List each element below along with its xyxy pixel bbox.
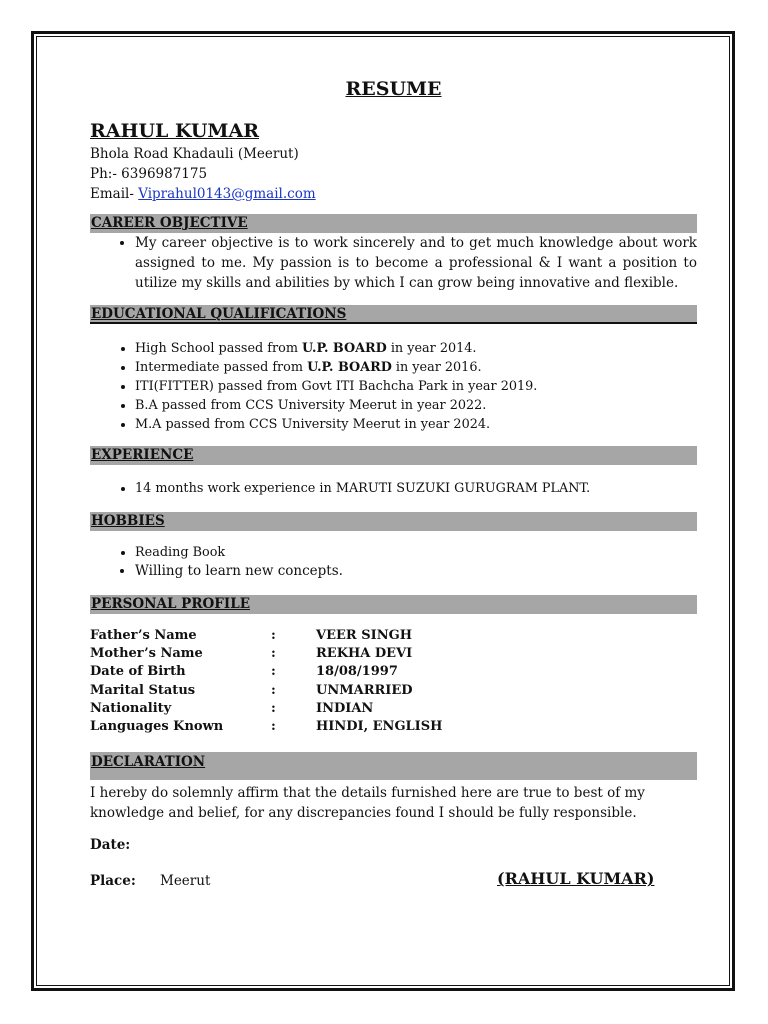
section-career-objective [90, 214, 697, 233]
list-item: • Intermediate passed from U.P. BOARD in year 2016. [135, 358, 697, 377]
signature-name: (RAHUL KUMAR) [497, 869, 655, 889]
email-line [90, 184, 697, 204]
personal-profile-table [90, 627, 697, 736]
profile-value: REKHA DEVI [316, 646, 413, 662]
profile-value: VEER SINGH [316, 628, 412, 643]
profile-value: UNMARRIED [316, 682, 413, 698]
education-list [90, 339, 697, 434]
section-hobbies [90, 512, 697, 531]
place-value: Meerut [160, 873, 211, 890]
list-item: • ITI(FITTER) passed from Govt ITI Bachcha Park in year 2019. [135, 377, 697, 396]
section-heading: EXPERIENCE [91, 447, 194, 463]
profile-separator: : [271, 682, 276, 698]
section-education [90, 305, 697, 324]
profile-row [90, 645, 697, 663]
list-item: • M.A passed from CCS University Meerut in year 2024. [135, 415, 697, 434]
profile-value: 18/08/1997 [316, 664, 398, 680]
section-heading: PERSONAL PROFILE [91, 596, 250, 612]
address: Bhola Road Khadauli (Meerut) [90, 146, 299, 162]
hobbies-list [90, 543, 697, 581]
profile-separator: : [271, 700, 276, 716]
profile-label: Mother’s Name [90, 646, 203, 662]
place-label: Place: [90, 873, 136, 890]
profile-separator: : [271, 718, 276, 734]
profile-row [90, 682, 697, 700]
profile-separator: : [271, 628, 276, 643]
candidate-name: RAHUL KUMAR [90, 120, 259, 142]
resume-content [90, 74, 697, 892]
section-heading: EDUCATIONAL QUALIFICATIONS [91, 306, 347, 322]
section-heading: CAREER OBJECTIVE [91, 215, 248, 231]
declaration-text: I hereby do solemnly affirm that the details furnished here are true to best of my knowledge and belief, for any discrepancies found I should be fully responsible. [90, 785, 645, 822]
profile-label: Nationality [90, 700, 172, 716]
date-label: Date: [90, 837, 131, 854]
profile-row [90, 627, 697, 645]
document-title: RESUME [345, 78, 442, 100]
list-item: • 14 months work experience in MARUTI SUZUKI GURUGRAM PLANT. [135, 479, 697, 498]
list-item: • High School passed from U.P. BOARD in year 2014. [135, 339, 697, 358]
profile-row [90, 663, 697, 681]
profile-value: INDIAN [316, 700, 374, 716]
profile-label: Father’s Name [90, 628, 197, 643]
experience-list [90, 479, 697, 498]
email-label: Email- [90, 186, 139, 202]
list-item: • Willing to learn new concepts. [135, 562, 697, 581]
profile-value: HINDI, ENGLISH [316, 718, 443, 734]
section-heading: DECLARATION [91, 754, 206, 771]
place-line [90, 870, 697, 892]
profile-label: Languages Known [90, 718, 224, 734]
section-declaration [90, 752, 697, 780]
email-link[interactable]: Viprahul0143@gmail.com [138, 186, 316, 202]
profile-label: Date of Birth [90, 664, 186, 680]
profile-row [90, 700, 697, 718]
profile-separator: : [271, 646, 276, 662]
career-objective-list [90, 233, 697, 293]
phone: Ph:- 6396987175 [90, 166, 208, 182]
section-personal-profile [90, 595, 697, 614]
list-item: • B.A passed from CCS University Meerut in year 2022. [135, 396, 697, 415]
section-heading: HOBBIES [91, 513, 165, 529]
list-item: • My career objective is to work sincerely and to get much knowledge about work assigned to me. My passion is to become a professional & I want a position to utilize my skills and abilities by which I can grow being innovative and flexible. [135, 233, 697, 293]
section-experience [90, 446, 697, 465]
profile-label: Marital Status [90, 682, 196, 698]
profile-row [90, 718, 697, 736]
list-item: • Reading Book [135, 543, 697, 562]
profile-separator: : [271, 664, 276, 680]
